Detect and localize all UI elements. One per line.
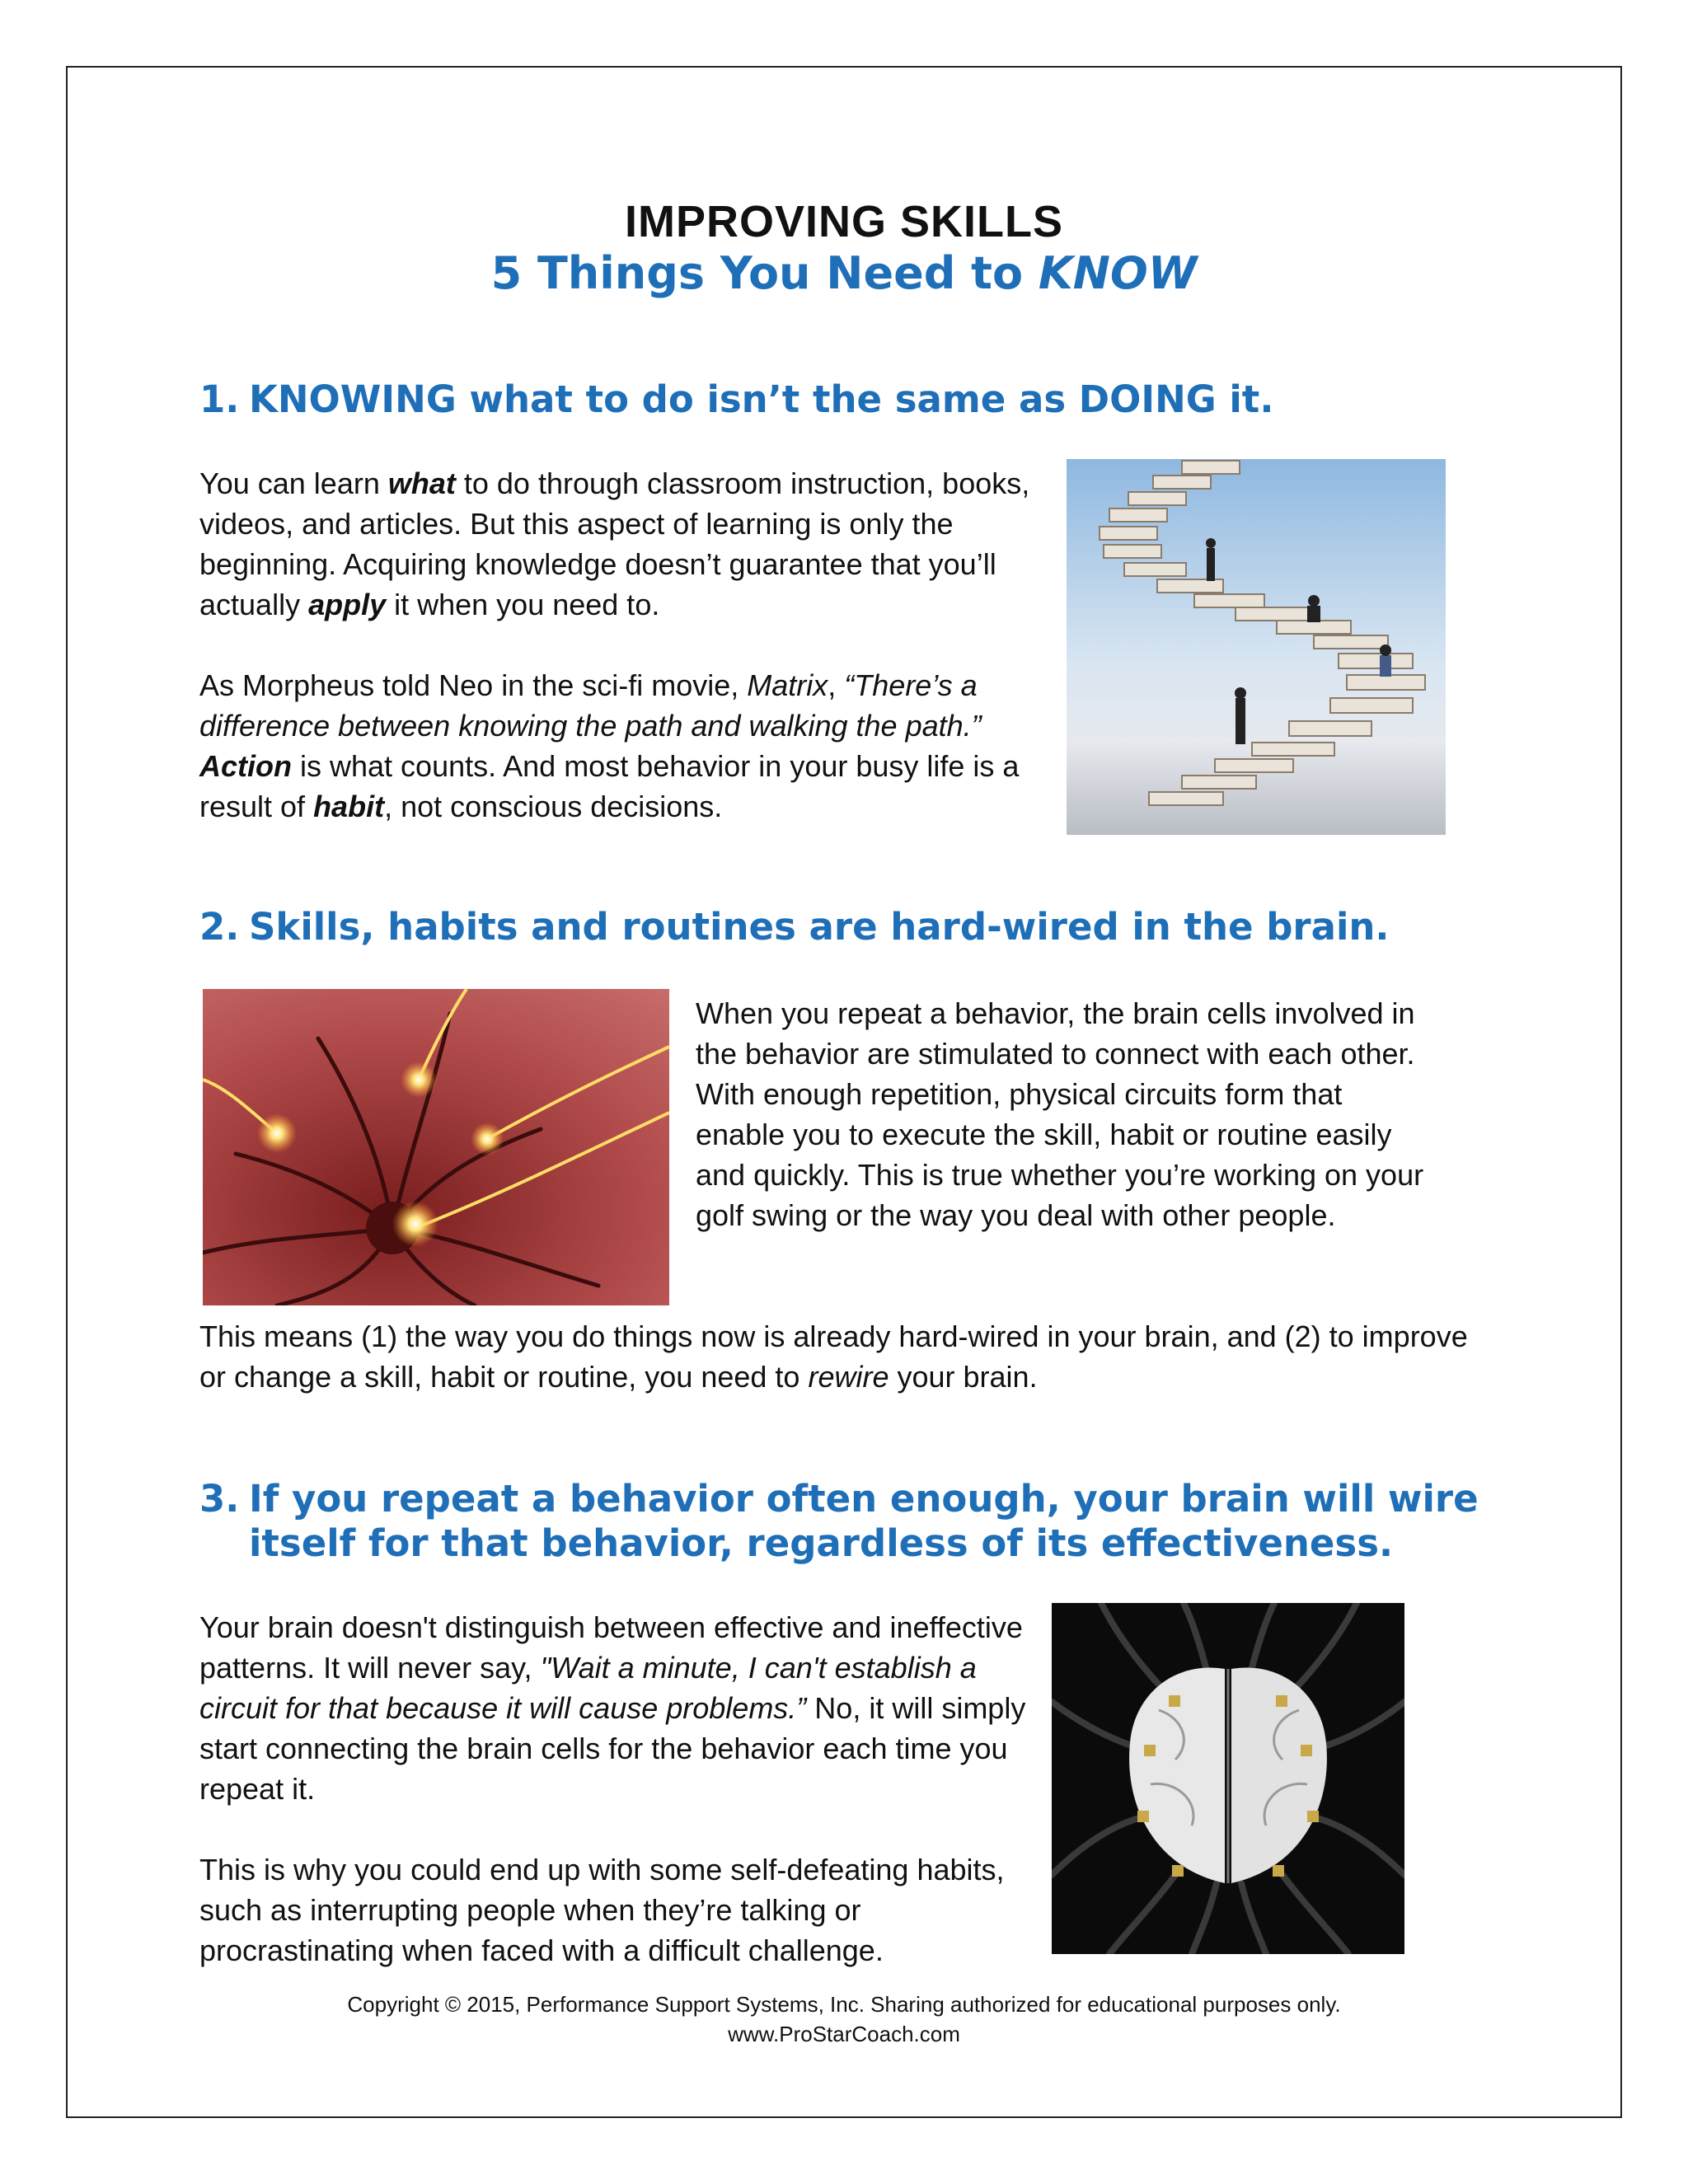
section-1-heading-text: KNOWING what to do isn’t the same as DOING it. xyxy=(249,377,1274,421)
text-run: As Morpheus told Neo in the sci-fi movie, xyxy=(199,668,748,702)
section-2-heading-text: Skills, habits and routines are hard-wired in the brain. xyxy=(249,905,1390,949)
quote: "Wait a minute, I can't establish a circuit for that because it will cause problems.” xyxy=(199,1651,977,1725)
text-run: , xyxy=(828,668,845,702)
section-3-heading-line-1: If you repeat a behavior often enough, your brain will wire xyxy=(249,1477,1479,1521)
text-run: it when you need to. xyxy=(386,588,660,621)
text-run: your brain. xyxy=(889,1360,1038,1394)
text-run: is what counts. And most behavior in your busy life is a result of xyxy=(199,749,1020,823)
emphasis-action: Action xyxy=(199,749,292,783)
subtitle-emphasis: KNOW xyxy=(1038,247,1198,299)
section-3-body xyxy=(199,1607,1032,1971)
emphasis-apply: apply xyxy=(308,588,387,621)
emphasis-rewire: rewire xyxy=(808,1360,889,1394)
staircase-image xyxy=(1067,459,1446,835)
neuron-image xyxy=(203,989,669,1305)
section-2-paragraph-1: When you repeat a behavior, the brain cells involved in the behavior are stimulated to connect with each other. With enough repetition, physical circuits form that enable you to execute the skill, habit or routine easily and quickly. This is true whether you’re working on your golf swing or the way you deal with other people. xyxy=(696,996,1424,1232)
text-run: Your brain doesn't distinguish between effective and ineffective patterns. It will never say, xyxy=(199,1610,1023,1685)
section-1-heading xyxy=(199,377,1273,422)
page-title: IMPROVING SKILLS xyxy=(624,197,1064,246)
section-3-heading-line-2: itself for that behavior, regardless of its effectiveness. xyxy=(249,1521,1394,1565)
text-run: You can learn xyxy=(199,466,388,500)
section-1-paragraph-2 xyxy=(199,665,1040,827)
section-1-paragraph-1 xyxy=(199,463,1040,625)
section-1-body xyxy=(199,463,1040,827)
footer xyxy=(0,1990,1688,2049)
text-run: , not conscious decisions. xyxy=(384,790,723,823)
subtitle-prefix: 5 Things You Need to xyxy=(490,247,1039,299)
text-run: to do through classroom instruction, books, videos, and articles. But this aspect of learning is only the beginning. Acquiring knowledge doesn’t guarantee that you’ll actually xyxy=(199,466,1030,621)
wired-brain-image xyxy=(1052,1603,1404,1954)
text-run: No, it will simply start connecting the brain cells for the behavior each time you repeat it. xyxy=(199,1691,1026,1806)
section-3-heading xyxy=(199,1477,1479,1566)
quote: “There’s a difference between knowing the path and walking the path.” xyxy=(199,668,982,743)
movie-title: Matrix xyxy=(747,668,828,702)
title-block xyxy=(0,196,1688,300)
section-1-number: 1. xyxy=(199,377,240,421)
section-2-body-full xyxy=(199,1316,1485,1397)
page-subtitle xyxy=(0,247,1688,300)
text-run: This means (1) the way you do things now is already hard-wired in your brain, and (2) to improve or change a skill, habit or routine, you need to xyxy=(199,1319,1468,1394)
section-3-paragraph-2: This is why you could end up with some self-defeating habits, such as interrupting people when they’re talking or procrastinating when faced with a difficult challenge. xyxy=(199,1853,1005,1967)
section-2-paragraph-2 xyxy=(199,1316,1485,1397)
section-2-body-right xyxy=(696,993,1437,1235)
section-3-paragraph-1 xyxy=(199,1607,1032,1809)
section-2-heading xyxy=(199,905,1390,949)
emphasis-what: what xyxy=(387,466,456,500)
copyright-text: Copyright © 2015, Performance Support Systems, Inc. Sharing authorized for educational purposes only. xyxy=(347,1992,1341,2017)
website-url: www.ProStarCoach.com xyxy=(728,2022,960,2046)
emphasis-habit: habit xyxy=(313,790,385,823)
section-3-number: 3. xyxy=(199,1477,240,1521)
section-2-number: 2. xyxy=(199,905,240,949)
